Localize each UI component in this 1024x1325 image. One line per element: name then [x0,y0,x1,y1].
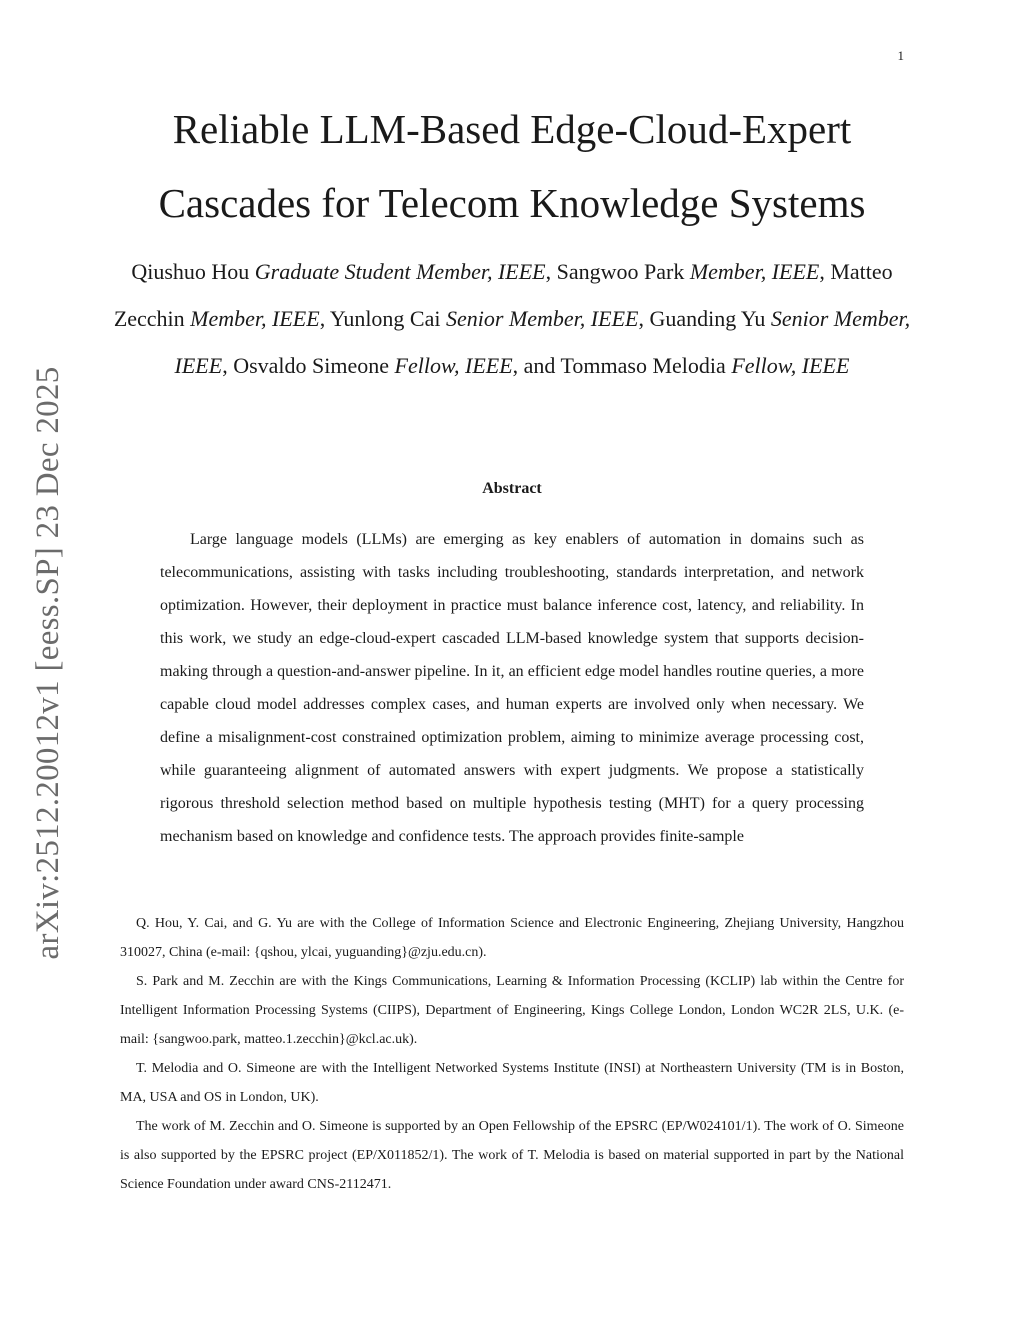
footnotes [120,909,904,1199]
footnote-affiliation-kcl: S. Park and M. Zecchin are with the Kings Communications, Learning & Information Processing (KCLIP) lab within the Centre for Intelligent Information Processing Systems (CIIPS), Department of Engineering, Kings College London, London WC2R 2LS, U.K. (e-mail: {sangwoo.park, matteo.1.zecchin}@kcl.ac.uk). [120,974,904,1047]
author-5: Guanding Yu Senior Member, IEEE, [174,306,911,378]
author-role: Senior Member, IEEE [446,306,639,331]
author-role: Senior Member, IEEE [174,306,911,378]
author-7 [561,353,850,378]
author-name: Sangwoo Park [556,259,685,284]
author-role: Graduate Student Member, IEEE [254,259,546,284]
author-name: Tommaso Melodia [560,353,726,378]
author-role: Fellow, IEEE [731,353,850,378]
author-2: Sangwoo Park Member, IEEE, [556,259,831,284]
author-name: Guanding Yu [649,306,766,331]
abstract-text: Large language models (LLMs) are emerging as key enablers of automation in domains such as telecommunications, assisting with tasks including troubleshooting, standards interpretation, and network optimization. However, their deployment in practice must balance inference cost, latency, and reliability. In this work, we study an edge-cloud-expert cascaded LLM-based knowledge system that supports decision-making through a question-and-answer pipeline. In it, an efficient edge model handles routine queries, a more capable cloud model addresses complex cases, and human experts are involved only when necessary. We define a misalignment-cost constrained optimization problem, aiming to minimize average processing cost, while guaranteeing alignment of automated answers with expert judgments. We propose a statistically rigorous threshold selection method based on multiple hypothesis testing (MHT) for a query processing mechanism based on knowledge and confidence tests. The approach provides finite-sample [160,531,864,845]
author-4: Yunlong Cai Senior Member, IEEE, [329,306,650,331]
footnote-affiliation-insi: T. Melodia and O. Simeone are with the Intelligent Networked Systems Institute (INSI) at Northeastern University (TM is in Boston, MA, USA and OS in London, UK). [120,1061,904,1105]
paper-title: Reliable LLM-Based Edge-Cloud-Expert Cascades for Telecom Knowledge Systems [158,106,866,226]
author-3: Matteo Zecchin Member, IEEE, [113,259,893,331]
author-name: Qiushuo Hou [131,259,250,284]
author-1: Qiushuo Hou Graduate Student Member, IEEE, [131,259,557,284]
author-name: Osvaldo Simeone [233,353,390,378]
footnote-funding: The work of M. Zecchin and O. Simeone is supported by an Open Fellowship of the EPSRC (EP/W024101/1). The work of O. Simeone is also supported by the EPSRC project (EP/X011852/1). The work of T. Melodia is based on material supported in part by the National Science Foundation under award CNS-2112471. [120,1119,904,1192]
footnote-affiliation-zju: Q. Hou, Y. Cai, and G. Yu are with the College of Information Science and Electronic Engineering, Zhejiang University, Hangzhou 310027, China (e-mail: {qshou, ylcai, yuguanding}@zju.edu.cn). [120,916,904,960]
author-role: Member, IEEE [190,306,320,331]
author-name: Matteo Zecchin [113,259,893,331]
author-role: Fellow, IEEE [394,353,513,378]
author-role: Member, IEEE [689,259,820,284]
author-name: Yunlong Cai [329,306,441,331]
abstract-heading: Abstract [482,480,542,497]
author-list [112,248,912,389]
page-number: 1 [897,48,904,63]
arxiv-identifier-stamp: arXiv:2512.20012v1 [eess.SP] 23 Dec 2025 [30,366,66,960]
author-6: Osvaldo Simeone Fellow, IEEE, and [233,353,561,378]
